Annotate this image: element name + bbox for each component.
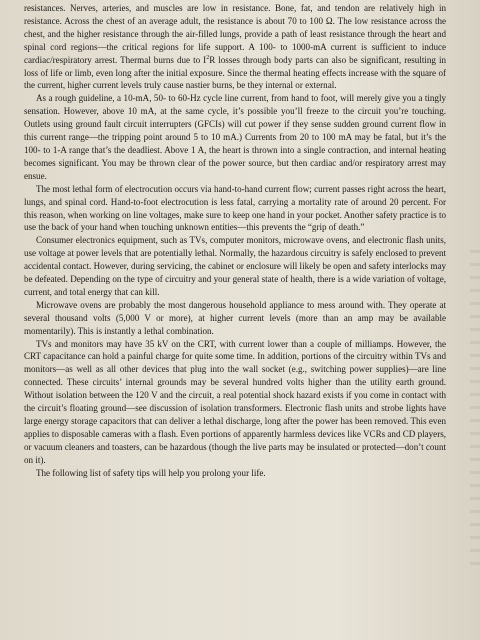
paragraph-3: The most lethal form of electrocution occurs via hand-to-hand current flow; current passes right across the heart, lungs, and spinal cord. Hand-to-foot electrocution is less fatal, carrying a mortality rate of around 20 percent. For this reason, when working on line voltages, make sure to keep one hand in your pocket. Another safety practice is to use the back of your hand when touching unknown entities—this prevents the “grip of death.” xyxy=(24,183,446,233)
paragraph-1: resistances. Nerves, arteries, and muscles are low in resistance. Bone, fat, and tendon are relatively high in resistance. Across the chest of an average adult, the resistance is about 70 to 100 Ω. The low resistance across the chest, and the higher resistance through the air-filled lungs, provide a path of least resistance through the heart and spinal cord regions—the critical regions for life support. A 100- to 1000-mA current is sufficient to induce cardiac/respiratory arrest. Thermal burns due to $I^2R$ losses through body parts can also be significant, resulting in loss of life or limb, even long after the initial exposure. Since the thermal heating effects increase with the square of the current, higher current levels truly cause nastier burns, be they internal or external. xyxy=(24,3,446,91)
paragraph-4: Consumer electronics equipment, such as TVs, computer monitors, microwave ovens, and electronic flash units, use voltage at power levels that are potentially lethal. Normally, the hazardous circuitry is safely enclosed to prevent accidental contact. However, during servicing, the cabinet or enclosure will likely be open and safety interlocks may be defeated. Depending on the type of circuitry and your general state of health, there is a wide variation of voltage, current, and total energy that can kill. xyxy=(24,235,446,297)
paragraph-5: Microwave ovens are probably the most dangerous household appliance to mess around with. They operate at several thousand volts (5,000 V or more), at higher current levels (more than an amp may be available momentarily). This is instantly a lethal combination. xyxy=(24,299,446,336)
bleed-through-text xyxy=(470,250,480,570)
body-text xyxy=(24,2,446,480)
paragraph-2: As a rough guideline, a 10-mA, 50- to 60-Hz cycle line current, from hand to foot, will merely give you a tingly sensation. However, above 10 mA, at the same cycle, it’s possible you’ll freeze to the circuit you’re touching. Outlets using ground fault circuit interrupters (GFCIs) will cut power if they sense sudden ground current flow in this current range—the tripping point around 5 to 10 mA.) Currents from 20 to 100 mA may be fatal, but it’s the 100- to 1-A range that’s the deadliest. Above 1 A, the heart is thrown into a single contraction, and internal heating becomes significant. You may be thrown clear of the power source, but then cardiac and/or respiratory arrest may ensue. xyxy=(24,93,446,181)
paragraph-7: The following list of safety tips will help you prolong your life. xyxy=(36,467,266,478)
paragraph-6: TVs and monitors may have 35 kV on the CRT, with current lower than a couple of milliamps. However, the CRT capacitance can hold a painful charge for quite some time. In addition, portions of the circuitry within TVs and monitors—as well as all other devices that plug into the wall socket (e.g., switching power supplies)—are line connected. These circuits’ internal grounds may be several hundred volts higher than the utility earth ground. Without isolation between the 120 V and the circuit, a real potential shock hazard exists if you come in contact with the circuit’s floating ground—see discussion of isolation transformers. Electronic flash units and strobe lights have large energy storage capacitors that can deliver a lethal discharge, long after the power has been removed. This even applies to disposable cameras with a flash. Even portions of apparently harmless devices like VCRs and CD players, or vacuum cleaners and toasters, can be hazardous (though the live parts may be insulated or protected—don’t count on it). xyxy=(24,338,446,465)
